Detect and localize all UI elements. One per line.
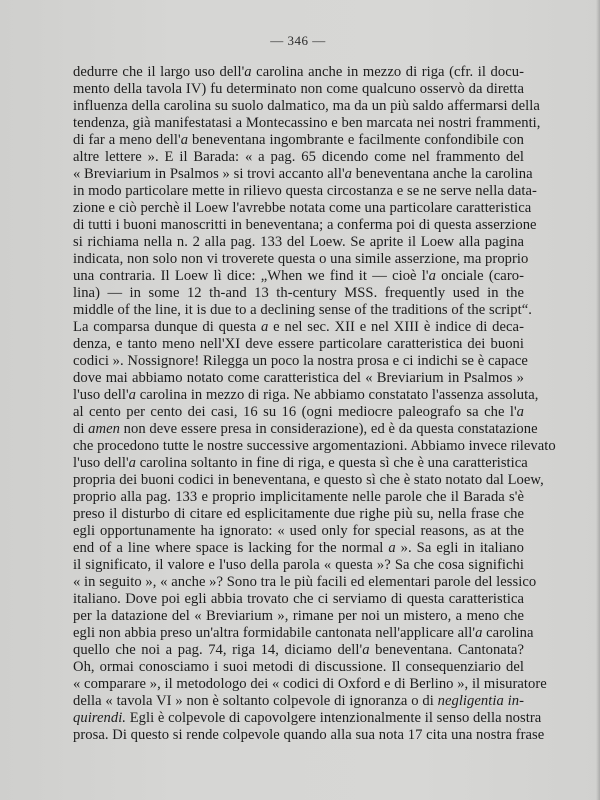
text-line: dedurre che il largo uso dell'a carolina anche in mezzo di riga (cfr. il docu- xyxy=(73,64,524,80)
text-line: di far a meno dell'a beneventana ingombrante e facilmente confondibile con xyxy=(73,132,524,148)
text-line: che procedono tutte le nostre successive argomentazioni. Abbiamo invece rilevato xyxy=(73,438,556,454)
text-line: influenza della carolina su suolo dalmatico, ma da un più saldo affermarsi della xyxy=(73,98,540,114)
text-line: egli opportunamente ha ignorato: « used only for special reasons, as at the xyxy=(73,523,524,539)
text-line: proprio alla pag. 133 e proprio implicitamente nelle parole che il Barada s'è xyxy=(73,489,524,505)
text-line: altre lettere ». E il Barada: « a pag. 65 dicendo come nel frammento del xyxy=(73,149,524,165)
text-line: al cento per cento dei casi, 16 su 16 (ogni mediocre paleografo sa che l'a xyxy=(73,404,524,420)
text-line: « Breviarium in Psalmos » si trovi accanto all'a beneventana anche la carolina xyxy=(73,166,533,182)
text-line: l'uso dell'a carolina in mezzo di riga. Ne abbiamo constatato l'assenza assoluta, xyxy=(73,387,539,403)
text-line: quello che noi a pag. 74, riga 14, diciamo dell'a beneventana. Cantonata? xyxy=(73,642,524,658)
text-line: di amen non deve essere presa in considerazione), ed è da questa constatazione xyxy=(73,421,538,437)
body-text xyxy=(73,64,556,744)
text-line: mento della tavola IV) fu determinato non come qualcuno osservò da diretta xyxy=(73,81,524,97)
page-number: — 346 — xyxy=(270,33,326,48)
text-line: Oh, ormai conosciamo i suoi metodi di discussione. Il consequenziario del xyxy=(73,659,524,675)
text-line: « in seguito », « anche »? Sono tra le più facili ed elementari parole del lessico xyxy=(73,574,537,590)
text-line: egli non abbia preso un'altra formidabile cantonata nell'applicare all'a carolina xyxy=(73,625,534,641)
text-line: lina) — in some 12 th-and 13 th-century MSS. frequently used in the xyxy=(73,285,524,301)
text-line: denza, e tanto meno nell'XI deve essere particolare caratteristica dei buoni xyxy=(73,336,524,352)
text-line: della « tavola VI » non è soltanto colpevole di ignoranza o di negligentia in- xyxy=(73,693,524,709)
text-line: end of a line where space is lacking for the normal a ». Sa egli in italiano xyxy=(73,540,524,556)
text-line: il significato, il valore e l'uso della parola « questa »? Sa che cosa significhi xyxy=(73,557,524,573)
text-line: si richiama nella n. 2 alla pag. 133 del Loew. Se aprite il Loew alla pagina xyxy=(73,234,524,250)
text-line: preso il disturbo di citare ed esplicitamente due righe più su, nella frase che xyxy=(73,506,524,522)
text-line: prosa. Di questo si rende colpevole quando alla sua nota 17 cita una nostra frase xyxy=(73,727,545,743)
text-line: middle of the line, it is due to a declining sense of the traditions of the script“. xyxy=(73,302,532,318)
text-line: propria dei buoni codici in beneventana, e questo sì che è stato notato dal Loew, xyxy=(73,472,544,488)
text-line: in modo particolare mette in rilievo questa circostanza e se ne serve nella data- xyxy=(73,183,537,199)
page-edge-shadow xyxy=(596,0,600,800)
text-line: codici ». Nossignore! Rilegga un poco la nostra prosa e ci indichi se è capace xyxy=(73,353,528,369)
text-line: italiano. Dove poi egli abbia trovato che ci serviamo di questa caratteristica xyxy=(73,591,524,607)
text-line: l'uso dell'a carolina soltanto in fine di riga, e questa sì che è una caratteristica xyxy=(73,455,528,471)
text-line: di tutti i buoni manoscritti in beneventana; a conferma poi di questa asserzione xyxy=(73,217,537,233)
text-line: dove mai abbiamo notato come caratteristica del « Breviarium in Psalmos » xyxy=(73,370,524,386)
text-line: per la datazione del « Breviarium », rimane per noi un mistero, a meno che xyxy=(73,608,524,624)
text-line: zione e ciò perchè il Loew l'avrebbe notata come una particolare caratteristica xyxy=(73,200,532,216)
text-line: una contraria. Il Loew lì dice: „When we find it — cioè l'a onciale (caro- xyxy=(73,268,524,284)
text-line: « comparare », il metodologo dei « codici di Oxford e di Berlino », il misuratore xyxy=(73,676,547,692)
text-line: indicata, non solo non vi troverete questa o una simile asserzione, ma proprio xyxy=(73,251,529,267)
text-line: La comparsa dunque di questa a e nel sec. XII e nel XIII è indice di deca- xyxy=(73,319,524,335)
text-line: quirendi. Egli è colpevole di capovolgere intenzionalmente il senso della nostra xyxy=(73,710,542,726)
text-line: tendenza, già manifestatasi a Montecassino e ben marcata nei nostri frammenti, xyxy=(73,115,541,131)
